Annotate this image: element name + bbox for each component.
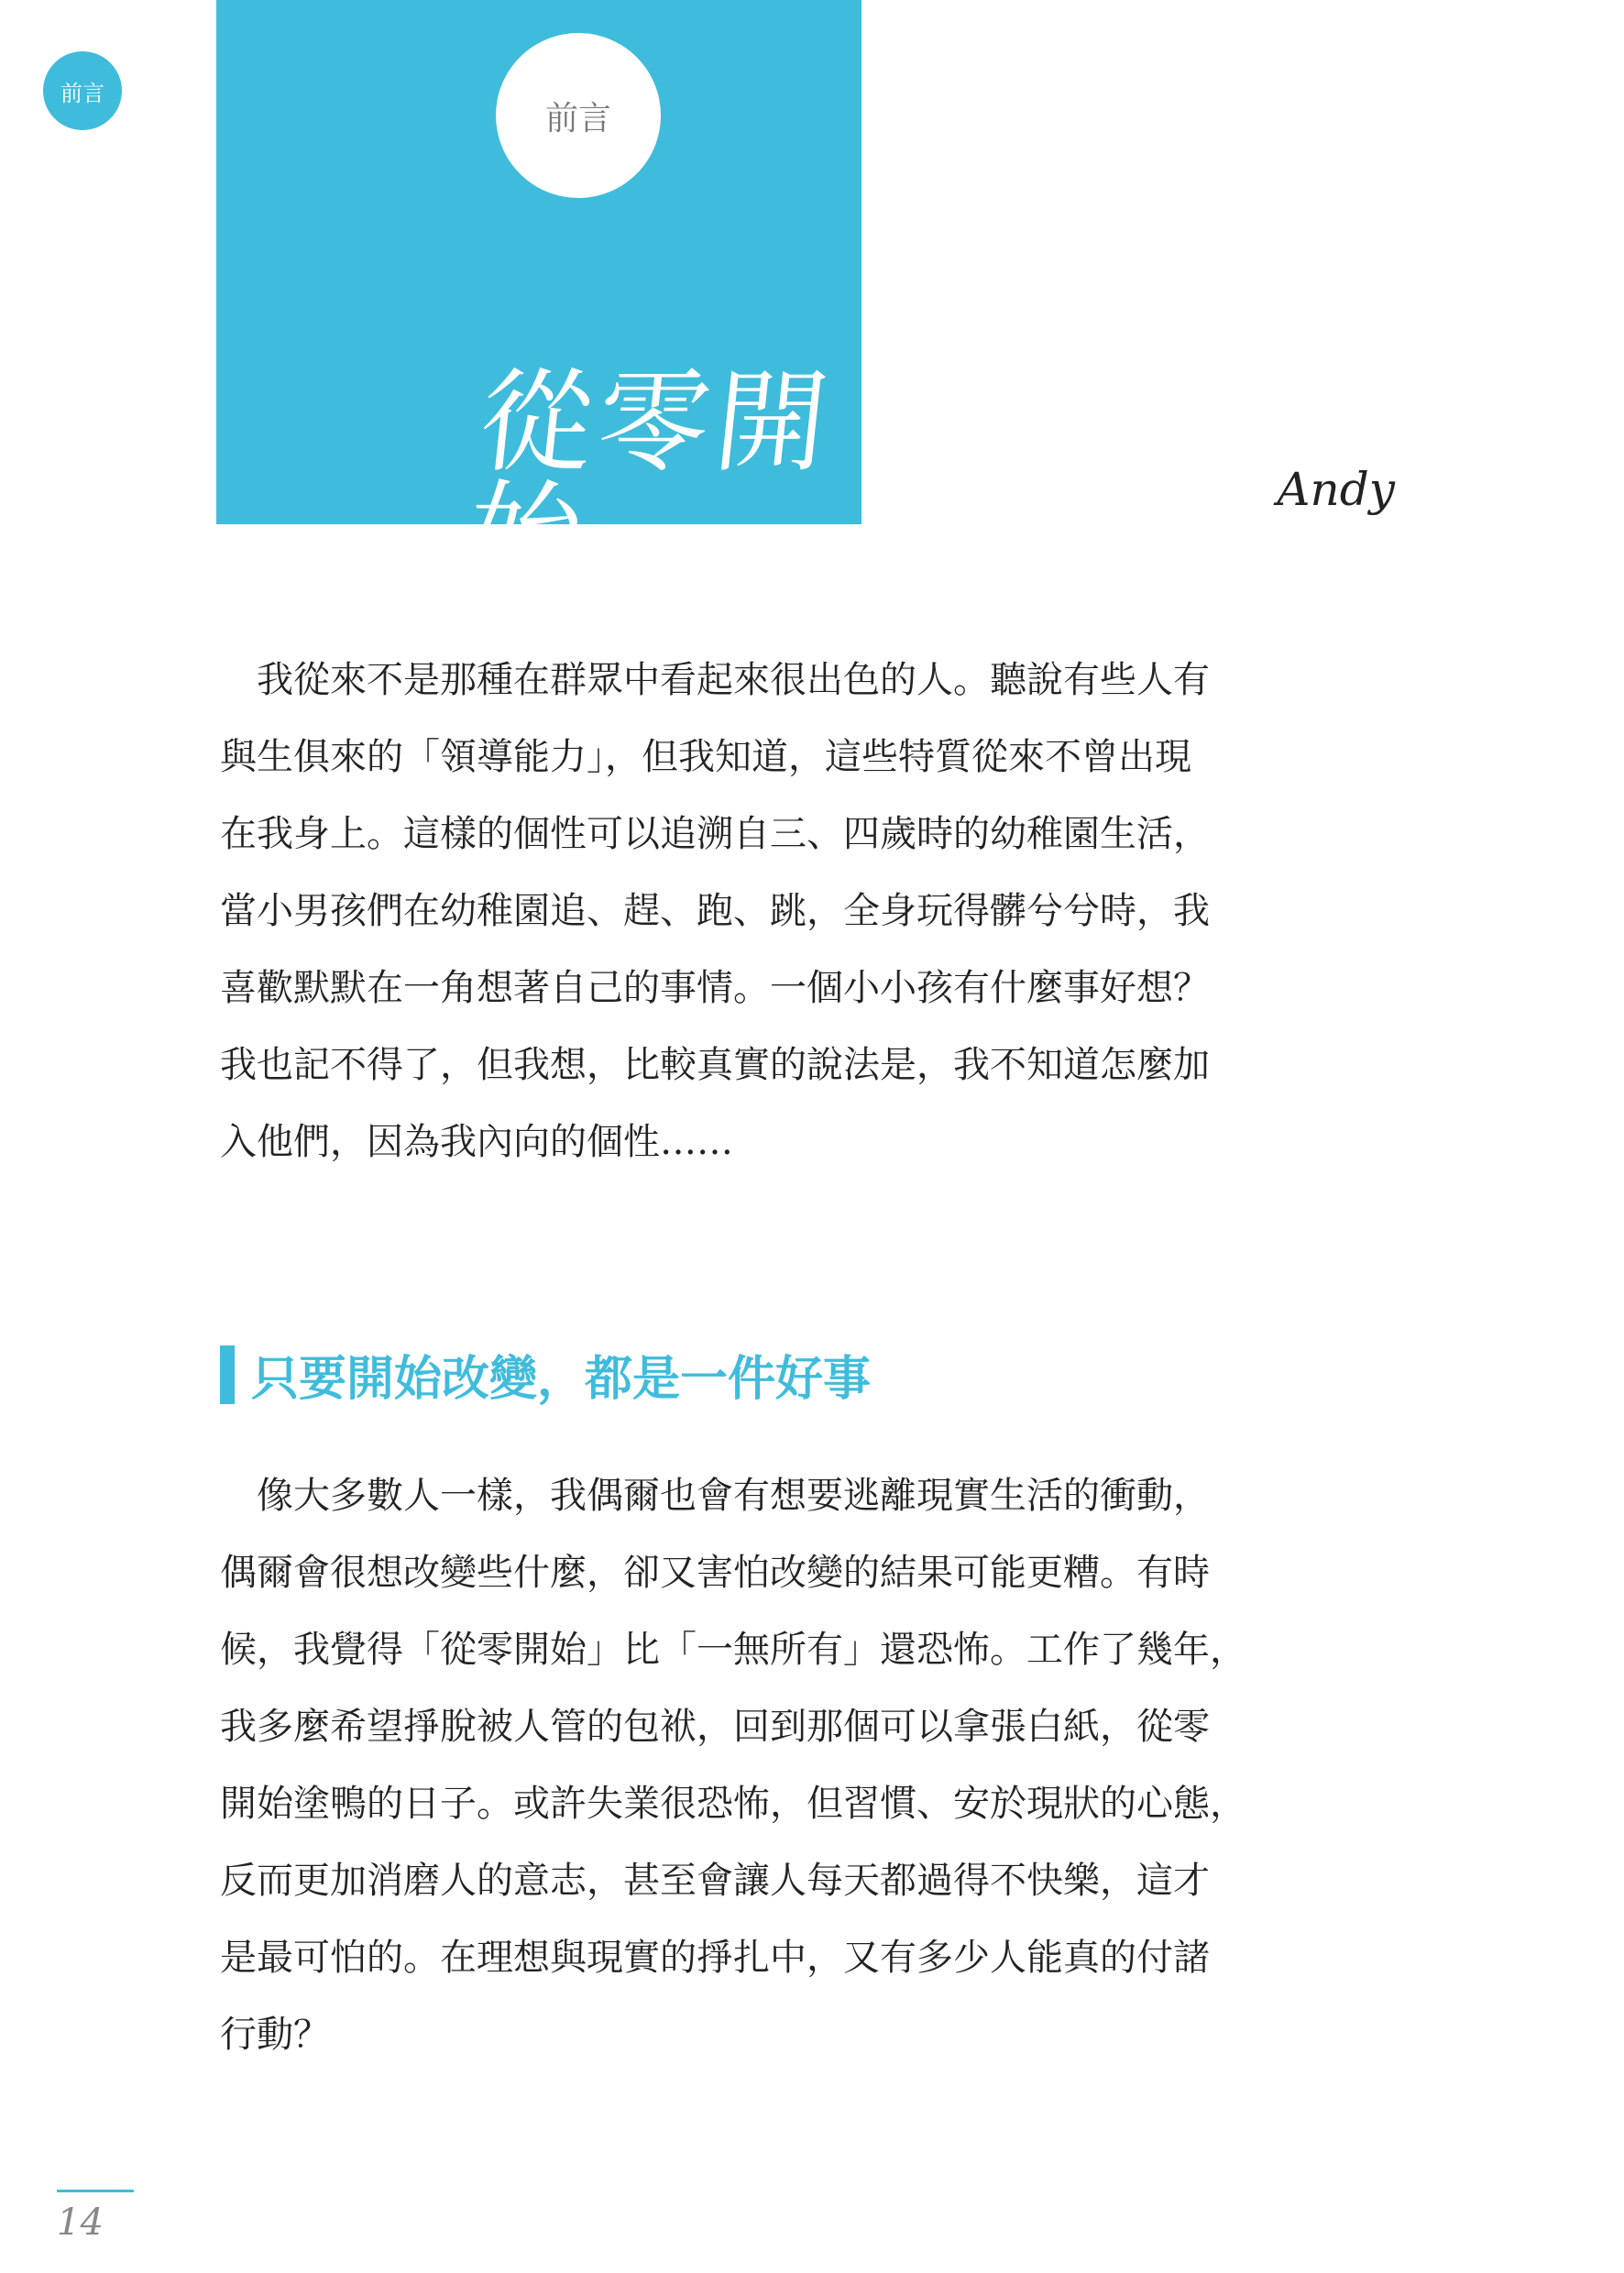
text-line: 是最可怕的。在理想與現實的掙扎中，又有多少人能真的付諸 xyxy=(220,1937,1210,1979)
text-line: 我從來不是那種在群眾中看起來很出色的人。聽說有些人有 xyxy=(220,659,1210,701)
text-line: 入他們，因為我內向的個性…… xyxy=(220,1121,733,1163)
page-number-rule xyxy=(57,2190,134,2192)
chapter-tab: 前言 xyxy=(43,51,122,130)
text-line: 在我身上。這樣的個性可以追溯自三、四歲時的幼稚園生活， xyxy=(220,813,1210,855)
hero-circle-label: 前言 xyxy=(496,33,661,198)
section-heading-text: 只要開始改變，都是一件好事 xyxy=(251,1352,872,1407)
text-line: 開始塗鴨的日子。或許失業很恐怖，但習慣、安於現狀的心態， xyxy=(220,1783,1246,1825)
hero-banner xyxy=(216,0,861,599)
section-heading xyxy=(220,1340,871,1409)
text-line: 我多麼希望掙脫被人管的包袱，回到那個可以拿張白紙，從零 xyxy=(220,1706,1210,1748)
text-line: 當小男孩們在幼稚園追、趕、跑、跳，全身玩得髒兮兮時，我 xyxy=(220,890,1210,932)
text-line: 偶爾會很想改變些什麼，卻又害怕改變的結果可能更糟。有時 xyxy=(220,1552,1210,1594)
author-name: Andy xyxy=(1277,463,1395,516)
paragraph-body xyxy=(220,1457,1411,2073)
text-line: 候，我覺得「從零開始」比「一無所有」還恐怖。工作了幾年， xyxy=(220,1629,1246,1671)
text-line: 與生俱來的「領導能力」，但我知道，這些特質從來不曾出現 xyxy=(220,736,1191,778)
paragraph-intro xyxy=(220,642,1411,1180)
text-line: 喜歡默默在一角想著自己的事情。一個小小孩有什麼事好想？ xyxy=(220,967,1210,1009)
text-line: 反而更加消磨人的意志，甚至會讓人每天都過得不快樂，這才 xyxy=(220,1860,1210,1902)
text-line: 我也記不得了，但我想，比較真實的說法是，我不知道怎麼加 xyxy=(220,1044,1210,1086)
page-number: 14 xyxy=(57,2202,104,2244)
text-line: 行動？ xyxy=(220,2014,330,2056)
chapter-title: 從零開始 xyxy=(462,357,839,599)
section-marker-bar xyxy=(220,1345,235,1404)
text-line: 像大多數人一樣，我偶爾也會有想要逃離現實生活的衝動， xyxy=(220,1475,1210,1517)
